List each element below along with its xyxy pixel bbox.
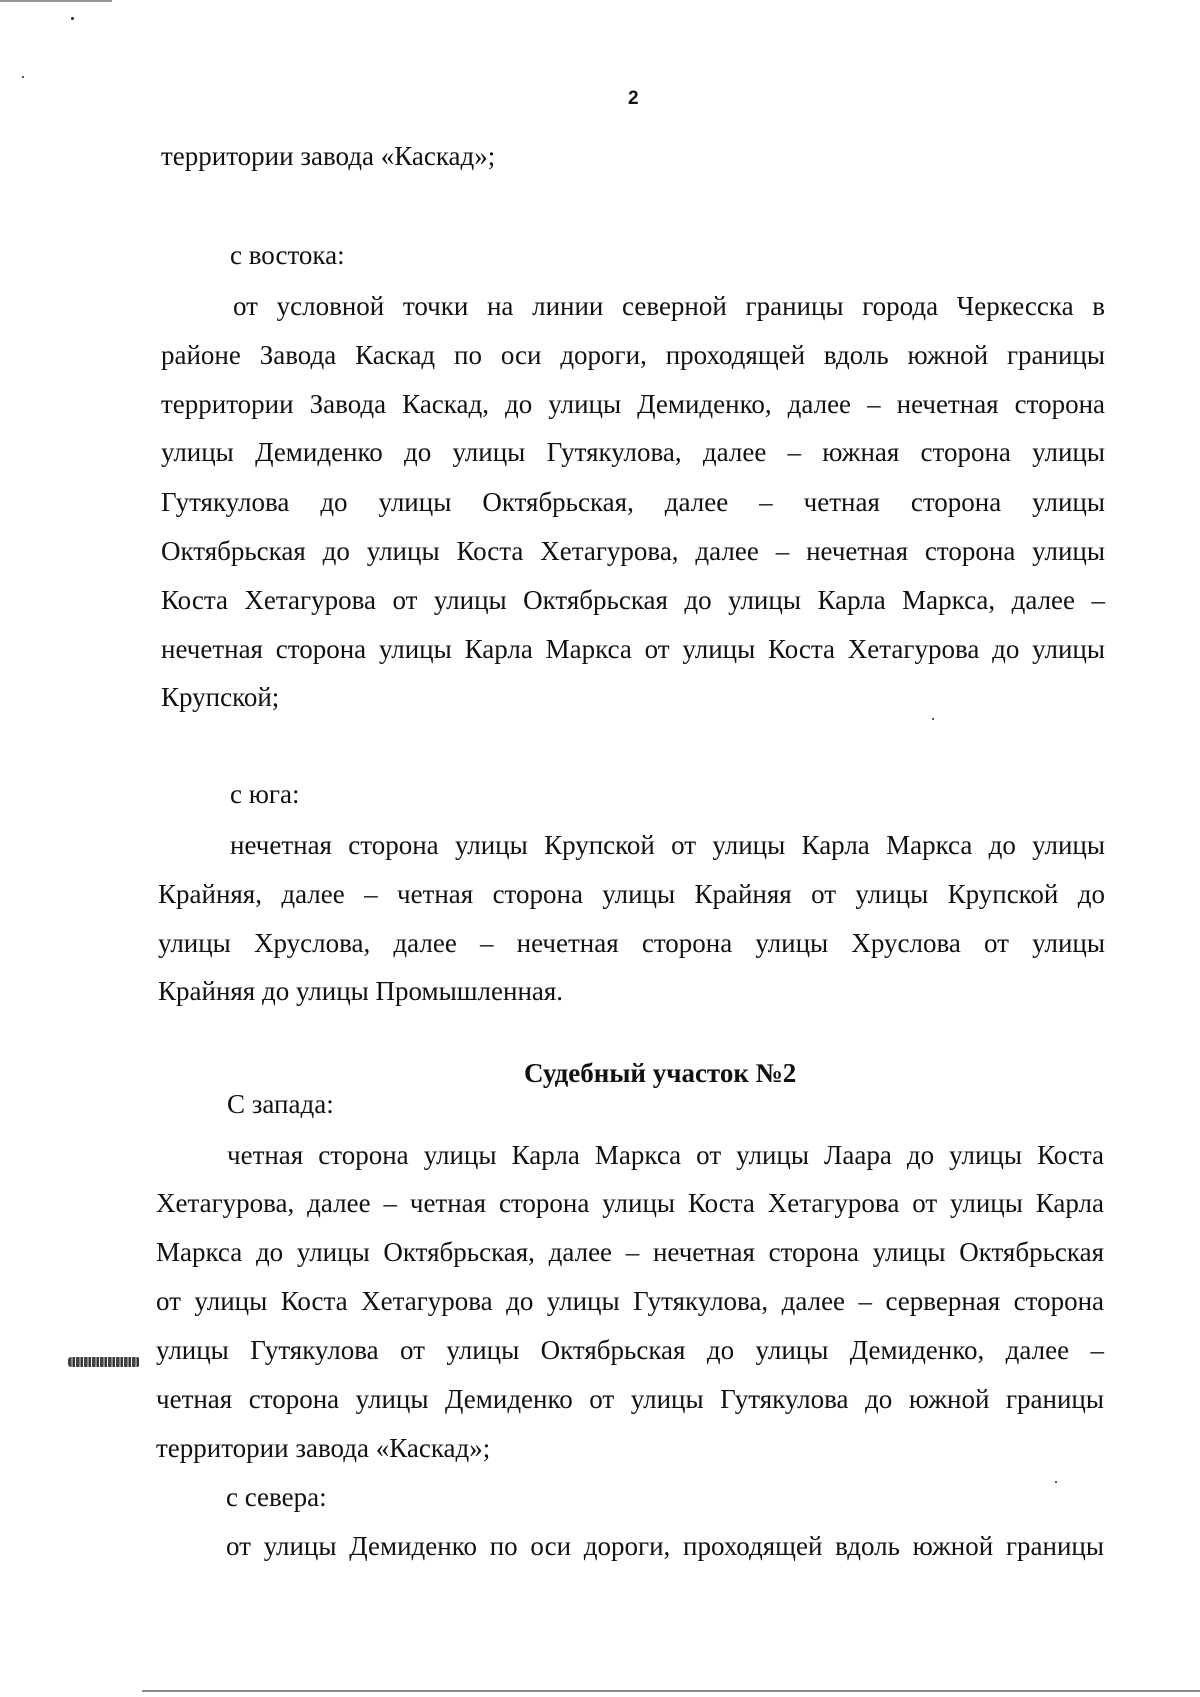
text-line: улицы Хруслова, далее – нечетная сторона улицы Хруслова от улицы [158, 928, 1105, 958]
text-line: Крайняя до улицы Промышленная. [158, 976, 564, 1006]
section-label-west: С запада: [227, 1089, 334, 1119]
text-line: Крупской; [161, 682, 280, 712]
text-line: Коста Хетагурова от улицы Октябрьская до улицы Карла Маркса, далее – [161, 585, 1105, 615]
text-line: Крайняя, далее – четная сторона улицы Крайняя от улицы Крупской до [158, 879, 1105, 909]
text-line: Хетагурова, далее – четная сторона улицы Коста Хетагурова от улицы Карла [156, 1188, 1104, 1218]
text-line: четная сторона улицы Карла Маркса от улицы Лаара до улицы Коста [227, 1140, 1104, 1170]
section-label-south: с юга: [230, 779, 300, 809]
section-label-north: с севера: [226, 1482, 327, 1512]
text-line: от улицы Коста Хетагурова до улицы Гутякулова, далее – серверная сторона [156, 1286, 1104, 1316]
text-line: улицы Демиденко до улицы Гутякулова, далее – южная сторона улицы [161, 437, 1105, 467]
text-line: территории завода «Каскад»; [156, 1433, 491, 1463]
scan-speck [1055, 1481, 1057, 1483]
text-line: Гутякулова до улицы Октябрьская, далее – четная сторона улицы [161, 487, 1105, 517]
district-heading: Судебный участок №2 [524, 1058, 797, 1088]
scan-edge-top [0, 0, 112, 2]
scan-speck [71, 17, 74, 20]
scan-smudge [68, 1357, 140, 1367]
text-line: территории Завода Каскад, до улицы Демиденко, далее – нечетная сторона [161, 389, 1105, 419]
scan-edge-bottom [142, 1690, 1200, 1692]
text-line: от условной точки на линии северной границы города Черкесска в [233, 291, 1105, 321]
text-line: Маркса до улицы Октябрьская, далее – нечетная сторона улицы Октябрьская [156, 1237, 1104, 1267]
text-line: четная сторона улицы Демиденко от улицы Гутякулова до южной границы [156, 1384, 1104, 1414]
text-line: районе Завода Каскад по оси дороги, проходящей вдоль южной границы [161, 340, 1105, 370]
text-line: улицы Гутякулова от улицы Октябрьская до улицы Демиденко, далее – [156, 1335, 1104, 1365]
section-label-east: с востока: [230, 240, 345, 270]
text-line: нечетная сторона улицы Крупской от улицы Карла Маркса до улицы [230, 830, 1105, 860]
text-line: Октябрьская до улицы Коста Хетагурова, далее – нечетная сторона улицы [161, 536, 1105, 566]
scan-speck [22, 76, 24, 78]
text-line: нечетная сторона улицы Карла Маркса от улицы Коста Хетагурова до улицы [161, 634, 1105, 664]
text-line: от улицы Демиденко по оси дороги, проходящей вдоль южной границы [226, 1531, 1104, 1561]
text-line: территории завода «Каскад»; [161, 141, 496, 171]
page-number: 2 [628, 88, 639, 109]
scan-speck [932, 718, 934, 720]
